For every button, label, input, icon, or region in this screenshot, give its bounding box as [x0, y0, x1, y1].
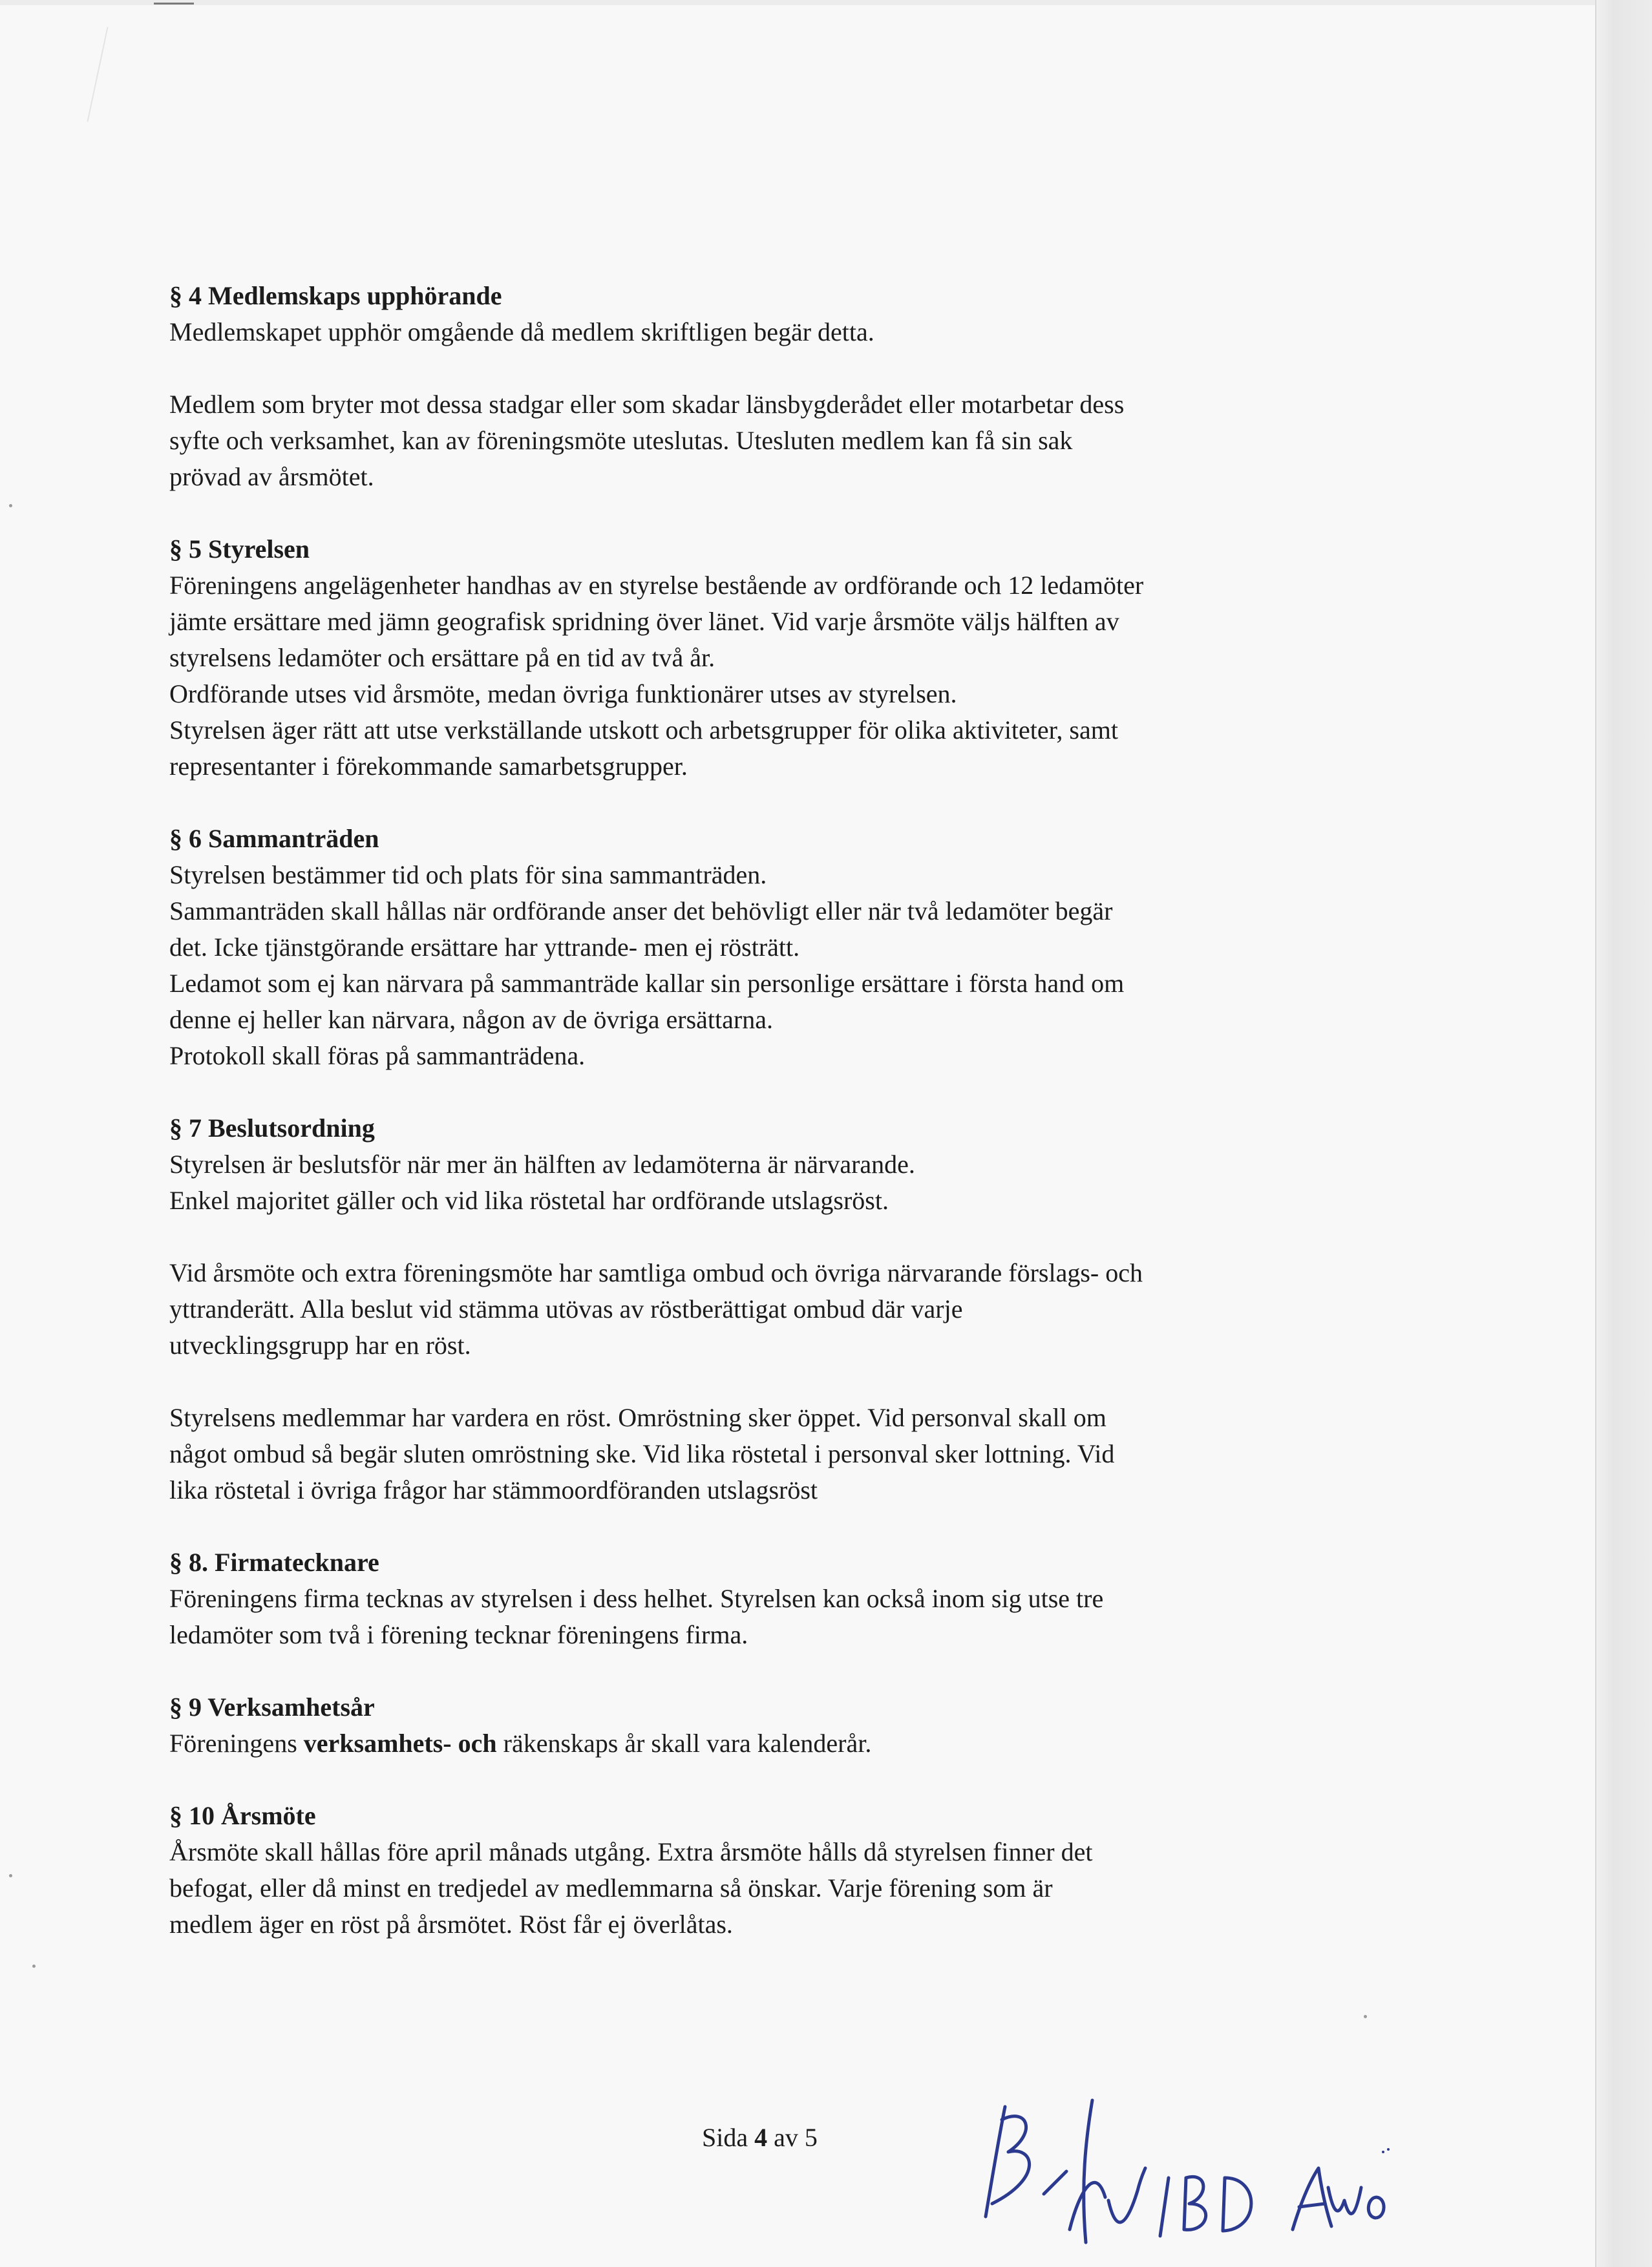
text-run-after: räkenskaps år skall vara kalenderår.: [496, 1729, 872, 1758]
text-run-bold: verksamhets- och: [303, 1729, 497, 1758]
section: [169, 1545, 1462, 1653]
paragraph: [169, 1581, 1462, 1653]
scan-corner-mark: [154, 3, 194, 5]
section: [169, 821, 1462, 1074]
text-line: Årsmöte skall hållas före april månads utgång. Extra årsmöte hålls då styrelsen finner det: [169, 1837, 1093, 1866]
scan-speck: [32, 1965, 36, 1968]
paragraph: [169, 1725, 1462, 1762]
text-line: Ledamot som ej kan närvara på sammanträde kallar sin personlige ersättare i första hand om: [169, 969, 1125, 998]
text-line: Medlem som bryter mot dessa stadgar eller som skadar länsbygderådet eller motarbetar dess: [169, 390, 1125, 419]
page-number-current: 4: [754, 2123, 768, 2152]
section-heading: § 4 Medlemskaps upphörande: [169, 281, 502, 310]
text-line: Enkel majoritet gäller och vid lika röstetal har ordförande utslagsröst.: [169, 1186, 889, 1215]
section: [169, 1689, 1462, 1762]
text-line: representanter i förekommande samarbetsgrupper.: [169, 752, 688, 781]
text-line: Protokoll skall föras på sammanträdena.: [169, 1041, 586, 1070]
page-right-edge: [1595, 0, 1652, 2267]
text-line: ledamöter som två i förening tecknar föreningens firma.: [169, 1620, 748, 1649]
text-line: prövad av årsmötet.: [169, 462, 374, 491]
section-heading: § 8. Firmatecknare: [169, 1548, 379, 1577]
page-number-middle: av: [767, 2123, 805, 2152]
page-top-edge: [0, 0, 1652, 5]
paragraph: [169, 314, 1462, 350]
paragraph: [169, 857, 1462, 1074]
text-line: utvecklingsgrupp har en röst.: [169, 1331, 471, 1360]
paragraph: [169, 1834, 1462, 1943]
paragraph: [169, 1146, 1462, 1219]
scan-speck: [1364, 2015, 1367, 2018]
section-heading: § 9 Verksamhetsår: [169, 1692, 375, 1722]
paragraph: [169, 386, 1462, 495]
document-body: [169, 278, 1462, 1979]
scan-speck: [9, 1874, 12, 1877]
paragraph: [169, 567, 1462, 785]
paper-fold-line: [87, 26, 108, 121]
section: [169, 1798, 1462, 1943]
text-line: Styrelsen är beslutsför när mer än hälften av ledamöterna är närvarande.: [169, 1150, 915, 1179]
paragraph: [169, 1255, 1462, 1364]
text-line: medlem äger en röst på årsmötet. Röst får ej överlåtas.: [169, 1910, 733, 1939]
text-line: styrelsens ledamöter och ersättare på en tid av två år.: [169, 643, 715, 672]
section: [169, 278, 1462, 495]
text-line: lika röstetal i övriga frågor har stämmoordföranden utslagsröst: [169, 1475, 818, 1504]
text-line: syfte och verksamhet, kan av föreningsmöte uteslutas. Utesluten medlem kan få sin sak: [169, 426, 1073, 455]
section: [169, 531, 1462, 785]
section-heading: § 6 Sammanträden: [169, 824, 379, 853]
text-line: Styrelsen bestämmer tid och plats för sina sammanträden.: [169, 860, 767, 889]
text-line: det. Icke tjänstgörande ersättare har yttrande- men ej rösträtt.: [169, 933, 800, 962]
text-line: [169, 1725, 1462, 1762]
page-number-total: 5: [804, 2123, 818, 2152]
text-line: Föreningens angelägenheter handhas av en styrelse bestående av ordförande och 12 ledamöter: [169, 571, 1144, 600]
section-heading: § 10 Årsmöte: [169, 1801, 316, 1830]
text-line: Ordförande utses vid årsmöte, medan övriga funktionärer utses av styrelsen.: [169, 679, 957, 708]
section: [169, 1110, 1462, 1508]
text-line: jämte ersättare med jämn geografisk spridning över länet. Vid varje årsmöte väljs hälften av: [169, 607, 1119, 636]
scan-speck: [9, 504, 12, 507]
handwritten-signature: [931, 2081, 1396, 2249]
page-number-prefix: Sida: [702, 2123, 755, 2152]
page-number: [702, 2120, 818, 2156]
text-line: Styrelsen äger rätt att utse verkställande utskott och arbetsgrupper för olika aktiviteter, samt: [169, 715, 1118, 744]
text-line: befogat, eller då minst en tredjedel av medlemmarna så önskar. Varje förening som är: [169, 1873, 1053, 1903]
text-line: Sammanträden skall hållas när ordförande anser det behövligt eller när två ledamöter begär: [169, 896, 1113, 925]
text-line: Medlemskapet upphör omgående då medlem skriftligen begär detta.: [169, 317, 874, 346]
section-heading: § 7 Beslutsordning: [169, 1113, 375, 1143]
text-line: denne ej heller kan närvara, någon av de övriga ersättarna.: [169, 1005, 773, 1034]
text-line: Föreningens firma tecknas av styrelsen i dess helhet. Styrelsen kan också inom sig utse tre: [169, 1584, 1104, 1613]
text-line: något ombud så begär sluten omröstning ske. Vid lika röstetal i personval sker lottning. Vid: [169, 1439, 1115, 1468]
text-line: Styrelsens medlemmar har vardera en röst. Omröstning sker öppet. Vid personval skall om: [169, 1403, 1107, 1432]
paragraph: [169, 1400, 1462, 1508]
section-heading: § 5 Styrelsen: [169, 534, 310, 564]
text-line: yttranderätt. Alla beslut vid stämma utövas av röstberättigat ombud där varje: [169, 1294, 963, 1323]
text-line: Vid årsmöte och extra föreningsmöte har samtliga ombud och övriga närvarande förslags- och: [169, 1258, 1143, 1287]
text-run-before: Föreningens: [169, 1729, 304, 1758]
